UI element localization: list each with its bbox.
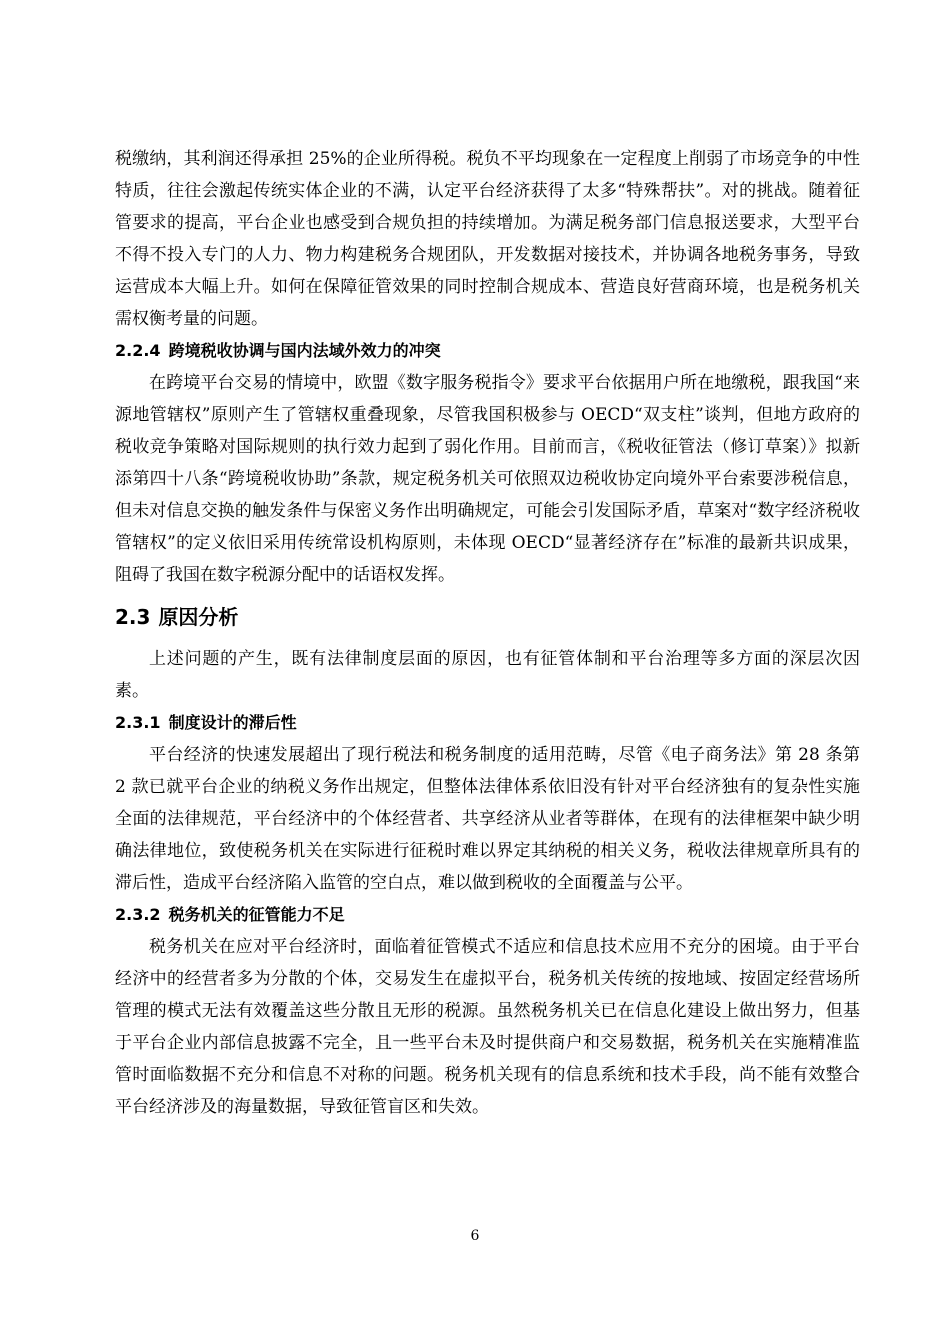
heading-number: 2.3.2 bbox=[115, 905, 161, 924]
heading-2-2-4 bbox=[115, 335, 860, 367]
heading-title: 跨境税收协调与国内法域外效力的冲突 bbox=[168, 341, 441, 360]
paragraph-2-3-2: 税务机关在应对平台经济时，面临着征管模式不适应和信息技术应用不充分的困境。由于平台经济中的经营者多为分散的个体，交易发生在虚拟平台，税务机关传统的按地域、按固定经营场所管理的模式无法有效覆盖这些分散且无形的税源。虽然税务机关已在信息化建设上做出努力，但基于平台企业内部信息披露不完全，且一些平台未及时提供商户和交易数据，税务机关在实施精准监管时面临数据不充分和信息不对称的问题。税务机关现有的信息系统和技术手段，尚不能有效整合平台经济涉及的海量数据，导致征管盲区和失效。 bbox=[115, 937, 860, 1117]
heading-number: 2.2.4 bbox=[115, 341, 161, 360]
heading-2-3 bbox=[115, 597, 860, 637]
heading-title: 税务机关的征管能力不足 bbox=[168, 905, 345, 924]
paragraph-2-2-4: 在跨境平台交易的情境中，欧盟《数字服务税指令》要求平台依据用户所在地缴税，跟我国“来源地管辖权”原则产生了管辖权重叠现象，尽管我国积极参与 OECD“双支柱”谈判，但地方政府的税收竞争策略对国际规则的执行效力起到了弱化作用。目前而言，《税收征管法（修订草案）》拟新添第四十八条“跨境税收协助”条款，规定税务机关可依照双边税收协定向境外平台索要涉税信息，但未对信息交换的触发条件与保密义务作出明确规定，可能会引发国际矛盾，草案对“数字经济税收管辖权”的定义依旧采用传统常设机构原则，未体现 OECD“显著经济存在”标准的最新共识成果，阻碍了我国在数字税源分配中的话语权发挥。 bbox=[115, 373, 860, 585]
heading-number: 2.3.1 bbox=[115, 713, 161, 732]
paragraph-2-3: 上述问题的产生，既有法律制度层面的原因，也有征管体制和平台治理等多方面的深层次因素。 bbox=[115, 649, 860, 701]
paragraph-continued: 税缴纳，其利润还得承担 25%的企业所得税。税负不平均现象在一定程度上削弱了市场竞争的中性特质，往往会激起传统实体企业的不满，认定平台经济获得了太多“特殊帮扶”。对的挑战。随着征管要求的提高，平台企业也感受到合规负担的持续增加。为满足税务部门信息报送要求，大型平台不得不投入专门的人力、物力构建税务合规团队，开发数据对接技术，并协调各地税务事务，导致运营成本大幅上升。如何在保障征管效果的同时控制合规成本、营造良好营商环境，也是税务机关需权衡考量的问题。 bbox=[115, 149, 860, 329]
heading-title: 制度设计的滞后性 bbox=[168, 713, 297, 732]
page-content bbox=[115, 143, 860, 1123]
heading-number: 2.3 bbox=[115, 605, 151, 629]
paragraph-2-3-1: 平台经济的快速发展超出了现行税法和税务制度的适用范畴，尽管《电子商务法》第 28 条第 2 款已就平台企业的纳税义务作出规定，但整体法律体系依旧没有针对平台经济独有的复杂性实施全面的法律规范，平台经济中的个体经营者、共享经济从业者等群体，在现有的法律框架中缺少明确法律地位，致使税务机关在实际进行征税时难以界定其纳税的相关义务，税收法律规章所具有的滞后性，造成平台经济陷入监管的空白点，难以做到税收的全面覆盖与公平。 bbox=[115, 745, 860, 893]
page-number: 6 bbox=[470, 1228, 480, 1244]
heading-title: 原因分析 bbox=[158, 605, 239, 629]
heading-2-3-2 bbox=[115, 899, 860, 931]
heading-2-3-1 bbox=[115, 707, 860, 739]
